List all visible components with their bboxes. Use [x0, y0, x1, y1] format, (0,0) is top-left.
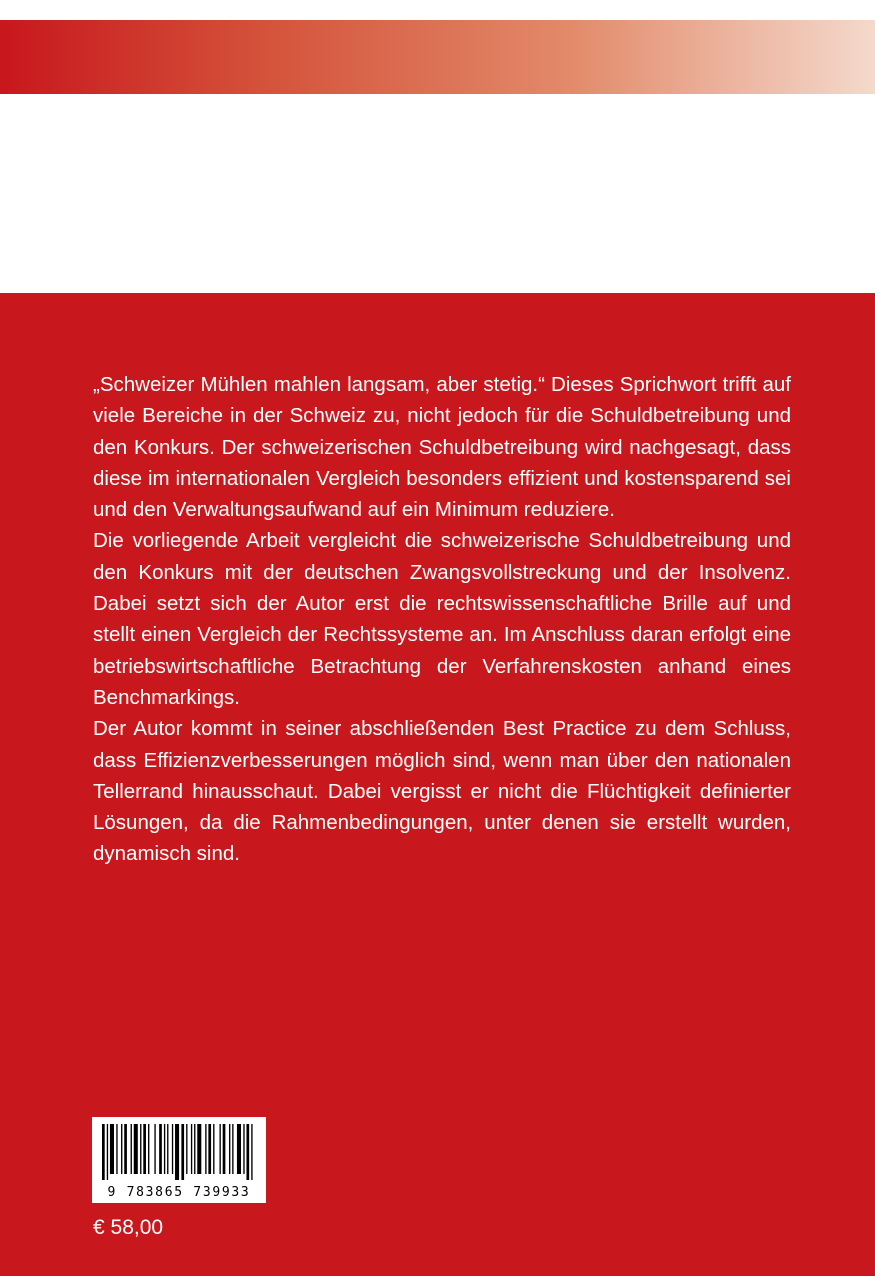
barcode-bars — [102, 1124, 256, 1180]
barcode-bar — [243, 1124, 244, 1174]
barcode-bar — [246, 1124, 249, 1180]
barcode-bar — [251, 1124, 252, 1180]
barcode-bar — [208, 1124, 211, 1174]
barcode-bar — [134, 1124, 138, 1174]
barcode-bar — [186, 1124, 187, 1174]
barcode-bar — [148, 1124, 149, 1174]
isbn-digits: 9 783865 739933 — [107, 1185, 251, 1200]
barcode-bar — [229, 1124, 230, 1174]
blurb-paragraph-1: „Schweizer Mühlen mahlen langsam, aber stetig.“ Dieses Sprichwort trifft auf viele Bereiche in der Schweiz zu, nicht jedoch für die Schuldbetreibung und den Konkurs. Der schweizerischen Schuldbetreibung wird nachgesagt, dass diese im internationalen Vergleich besonders effizient und kostensparend sei und den Verwaltungsaufwand auf ein Minimum reduziere. — [93, 373, 791, 522]
barcode-bar — [102, 1124, 105, 1180]
blurb-paragraph-2: Die vorliegende Arbeit vergleicht die schweizerische Schuldbetreibung und den Konkurs mit der deutschen Zwangsvollstreckung und der Insolvenz. Dabei setzt sich der Autor erst die rechtswissenschaftliche Brille auf und stellt einen Vergleich der Rechtssysteme an. Im Anschluss daran erfolgt eine betriebswirtschaftliche Betrachtung der Verfahrenskosten anhand eines Benchmarkings. — [93, 529, 791, 709]
barcode-bar — [110, 1124, 114, 1174]
barcode-bar — [181, 1124, 184, 1180]
barcode-bar — [121, 1124, 122, 1174]
barcode-bar — [213, 1124, 214, 1174]
barcode-bar — [205, 1124, 206, 1174]
barcode-bar — [154, 1124, 155, 1174]
isbn-barcode — [92, 1117, 266, 1203]
barcode-bar — [116, 1124, 117, 1174]
barcode-bar — [131, 1124, 132, 1174]
barcode-bar — [237, 1124, 241, 1174]
barcode-bar — [197, 1124, 201, 1174]
blurb-paragraph-3: Der Autor kommt in seiner abschließenden Best Practice zu dem Schluss, dass Effizienzverbesserungen möglich sind, wenn man über den nationalen Tellerrand hinausschaut. Dabei vergisst er nicht die Flüchtigkeit definierter Lösungen, da die Rahmenbedingungen, unter denen sie erstellt wurden, dynamisch sind. — [93, 717, 791, 866]
barcode-bar — [219, 1124, 220, 1174]
barcode-bar — [175, 1124, 179, 1180]
barcode-bar — [159, 1124, 162, 1174]
barcode-bar — [140, 1124, 141, 1174]
barcode-bar — [143, 1124, 146, 1174]
barcode-bar — [124, 1124, 127, 1174]
barcode-bar — [223, 1124, 226, 1174]
barcode-bar — [167, 1124, 168, 1174]
barcode-bar — [107, 1124, 108, 1180]
barcode-bar — [194, 1124, 195, 1174]
back-cover-blurb — [93, 369, 791, 870]
barcode-bar — [164, 1124, 165, 1174]
barcode-bar — [191, 1124, 192, 1174]
barcode-bar — [172, 1124, 173, 1174]
price-label: € 58,00 — [93, 1216, 164, 1239]
white-space — [0, 94, 875, 293]
top-gradient-band — [0, 20, 875, 94]
barcode-bar — [232, 1124, 233, 1174]
